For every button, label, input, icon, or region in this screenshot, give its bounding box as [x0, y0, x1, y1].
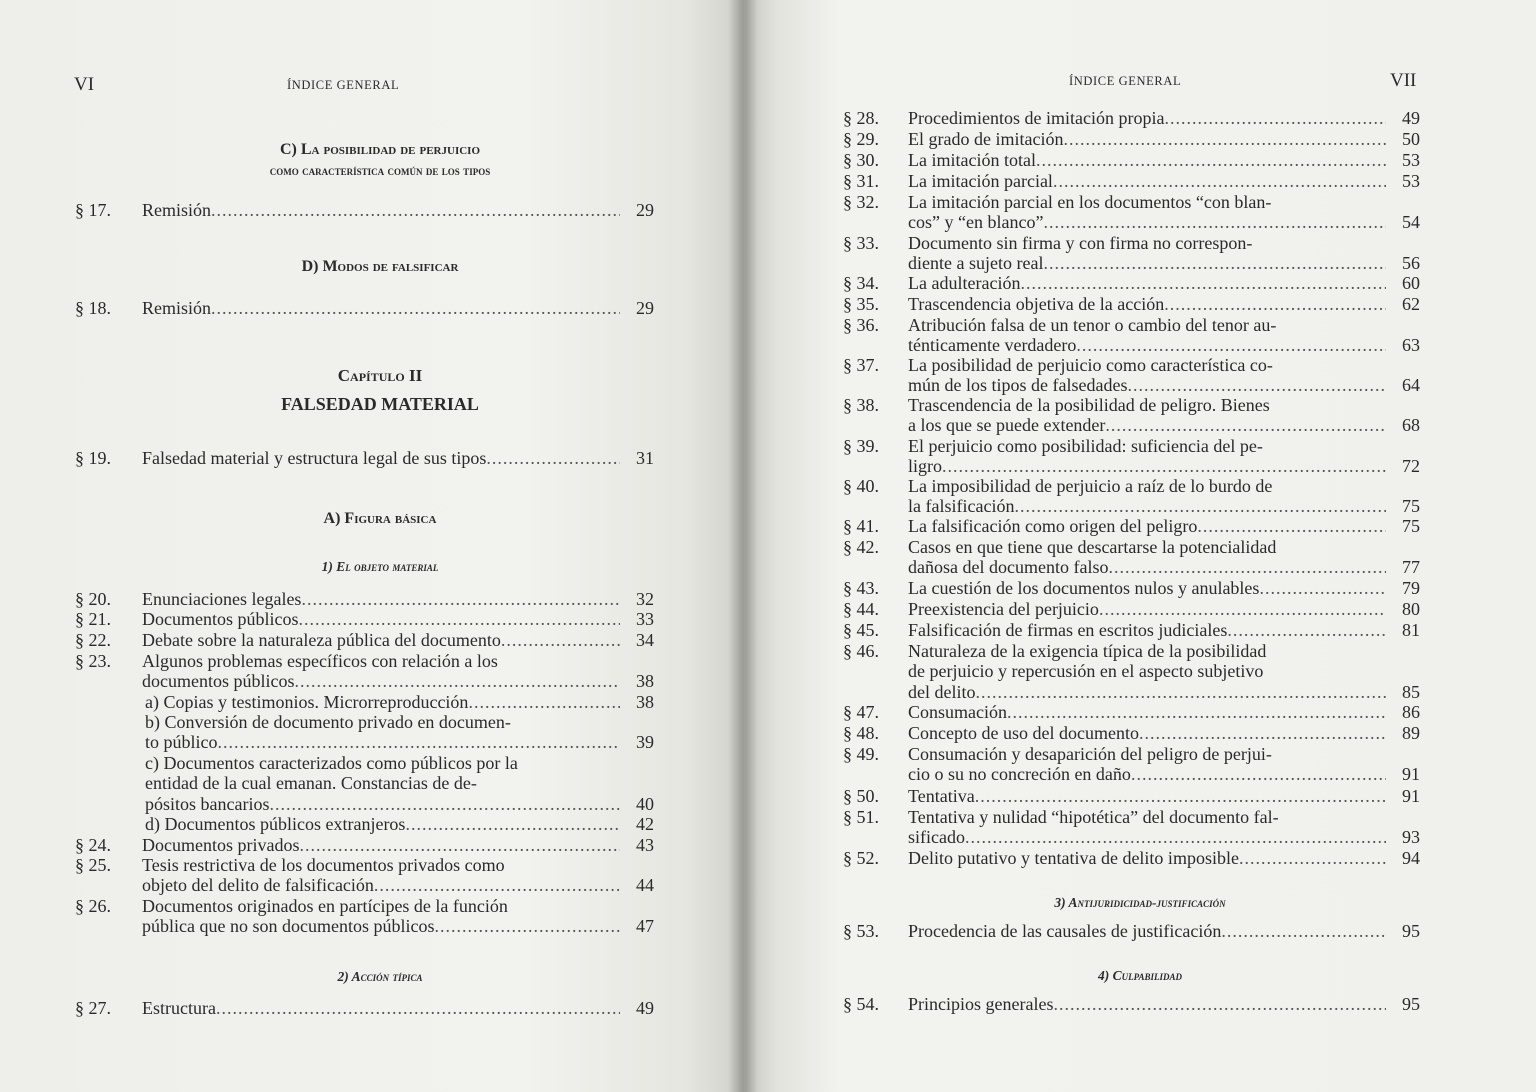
section-number: § 35. — [843, 294, 879, 314]
toc-entry — [75, 692, 654, 712]
toc-entry — [75, 630, 654, 650]
entry-title: a) Copias y testimonios. Microrreproducción — [145, 692, 469, 712]
page-ref: 44 — [636, 875, 654, 896]
toc-entry — [75, 855, 654, 896]
section-number: § 47. — [843, 702, 879, 722]
section-number: § 28. — [843, 108, 879, 128]
page-ref: 75 — [1402, 516, 1420, 536]
dot-leader — [1020, 273, 1386, 293]
dot-leader — [1164, 294, 1386, 314]
toc-entry — [843, 395, 1420, 436]
entry-title: mún de los tipos de falsedades — [908, 375, 1128, 396]
subsection-1-heading: 1) El objeto material — [321, 559, 439, 574]
section-number: § 19. — [75, 448, 111, 468]
entry-title: Procedencia de las causales de justificación — [908, 921, 1222, 941]
page-ref: 29 — [636, 200, 654, 220]
section-number: § 53. — [843, 921, 879, 941]
section-number: § 25. — [75, 855, 111, 875]
entry-title-line: Documento sin firma y con firma no correspon- — [908, 233, 1253, 253]
section-number: § 33. — [843, 233, 879, 253]
dot-leader — [1105, 415, 1386, 435]
page-ref: 33 — [636, 609, 654, 629]
entry-title: Falsificación de firmas en escritos judiciales — [908, 620, 1228, 640]
entry-title-line: Tentativa y nulidad “hipotética” del documento fal- — [908, 807, 1279, 827]
dot-leader — [1043, 253, 1386, 273]
section-number: § 44. — [843, 599, 879, 619]
section-number: § 27. — [75, 998, 111, 1018]
section-number: § 51. — [843, 807, 879, 827]
toc-entry — [843, 315, 1420, 356]
entry-title: Enunciaciones legales — [142, 589, 302, 609]
dot-leader — [1221, 921, 1386, 941]
page-ref: 49 — [1402, 108, 1420, 128]
left-page-number: VI — [74, 74, 95, 95]
section-number: § 32. — [843, 192, 879, 212]
entry-title-line: de perjuicio y repercusión en el aspecto subjetivo — [908, 661, 1264, 682]
page-ref: 64 — [1402, 375, 1420, 396]
dot-leader — [1014, 496, 1386, 516]
section-number: § 40. — [843, 476, 879, 496]
page-ref: 75 — [1402, 496, 1420, 517]
toc-entry — [75, 609, 654, 629]
dot-leader — [1127, 375, 1386, 395]
section-number: § 21. — [75, 609, 111, 629]
page-ref: 54 — [1402, 212, 1420, 233]
section-number: § 31. — [843, 171, 879, 191]
page-ref: 47 — [636, 916, 654, 937]
toc-entry — [843, 620, 1420, 640]
page-ref: 72 — [1402, 456, 1420, 477]
entry-title: Preexistencia del perjuicio — [908, 599, 1099, 619]
section-number: § 26. — [75, 896, 111, 916]
entry-title-line: Documentos originados en partícipes de la función — [142, 896, 508, 916]
dot-leader — [1139, 723, 1386, 743]
section-number: § 34. — [843, 273, 879, 293]
toc-entry — [75, 589, 654, 609]
dot-leader — [211, 298, 620, 318]
right-page-number: VII — [1390, 70, 1417, 91]
entry-title: objeto del delito de falsificación — [142, 875, 374, 896]
toc-entry — [843, 355, 1420, 396]
dot-leader — [211, 200, 620, 220]
entry-title-line: Atribución falsa de un tenor o cambio del tenor au- — [908, 315, 1277, 335]
section-number: § 23. — [75, 651, 111, 671]
toc-entry — [75, 298, 654, 318]
page-ref: 38 — [636, 671, 654, 692]
entry-title: sificado — [908, 827, 965, 848]
entry-title-line: Algunos problemas específicos con relación a los — [142, 651, 498, 671]
toc-entry — [75, 200, 654, 220]
page-ref: 53 — [1402, 171, 1420, 191]
section-number: § 18. — [75, 298, 111, 318]
section-number: § 22. — [75, 630, 111, 650]
entry-title: diente a sujeto real — [908, 253, 1044, 274]
subsection-3-heading: 3) Antijuridicidad-justificación — [1054, 895, 1226, 910]
dot-leader — [468, 692, 620, 712]
toc-entry — [843, 436, 1420, 477]
section-number: § 45. — [843, 620, 879, 640]
entry-title: ténticamente verdadero — [908, 335, 1077, 356]
entry-title: ligro — [908, 456, 942, 477]
section-number: § 42. — [843, 537, 879, 557]
dot-leader — [1063, 129, 1386, 149]
section-d-heading: D) Modos de falsificar — [301, 258, 459, 275]
entry-title: Concepto de uso del documento — [908, 723, 1139, 743]
page-ref: 34 — [636, 630, 654, 650]
entry-title: El grado de imitación — [908, 129, 1064, 149]
entry-title: La imitación parcial — [908, 171, 1053, 191]
section-number: § 54. — [843, 994, 879, 1014]
toc-entry — [75, 753, 654, 814]
right-running-head: ÍNDICE GENERAL — [1069, 74, 1182, 88]
page-ref: 56 — [1402, 253, 1420, 274]
entry-title-line: Tesis restrictiva de los documentos privados como — [142, 855, 505, 875]
entry-title: to público — [145, 732, 218, 753]
entry-title: la falsificación — [908, 496, 1015, 517]
entry-title: cio o su no concreción en daño — [908, 764, 1131, 785]
page-ref: 42 — [636, 814, 654, 834]
page-ref: 85 — [1402, 681, 1420, 702]
dot-leader — [942, 456, 1386, 476]
page-ref: 39 — [636, 732, 654, 753]
section-number: § 43. — [843, 578, 879, 598]
section-number: § 37. — [843, 355, 879, 375]
entry-title-line: El perjuicio como posibilidad: suficiencia del pe- — [908, 436, 1263, 456]
entry-title: cos” y “en blanco” — [908, 212, 1044, 233]
page-ref: 86 — [1402, 702, 1420, 722]
entry-title: pósitos bancarios — [145, 793, 270, 814]
entry-title-line: Naturaleza de la exigencia típica de la posibilidad — [908, 641, 1267, 661]
dot-leader — [1164, 108, 1386, 128]
section-number: § 50. — [843, 786, 879, 806]
toc-entry — [843, 807, 1420, 848]
page-ref: 60 — [1402, 273, 1420, 293]
section-number: § 49. — [843, 744, 879, 764]
dot-leader — [975, 682, 1386, 702]
page-ref: 50 — [1402, 129, 1420, 149]
entry-title: d) Documentos públicos extranjeros — [145, 814, 406, 834]
entry-title: del delito — [908, 681, 976, 702]
section-number: § 30. — [843, 150, 879, 170]
toc-entry — [843, 641, 1420, 702]
dot-leader — [1197, 516, 1386, 536]
entry-title: Remisión — [142, 200, 212, 220]
dot-leader — [1259, 578, 1386, 598]
page-ref: 31 — [636, 448, 654, 468]
entry-title: Consumación — [908, 702, 1007, 722]
page-ref: 77 — [1402, 557, 1420, 578]
page-ref: 29 — [636, 298, 654, 318]
section-number: § 48. — [843, 723, 879, 743]
dot-leader — [1227, 620, 1386, 640]
page-ref: 91 — [1402, 786, 1420, 806]
entry-title: documentos públicos — [142, 671, 295, 692]
entry-title-line: Consumación y desaparición del peligro de perjui- — [908, 744, 1272, 764]
toc-entry — [75, 448, 654, 468]
toc-entry — [75, 896, 654, 937]
dot-leader — [1043, 212, 1386, 232]
subsection-4-heading: 4) Culpabilidad — [1098, 968, 1182, 983]
entry-title-line: b) Conversión de documento privado en documen- — [145, 712, 511, 732]
dot-leader — [218, 732, 621, 752]
toc-entry — [843, 537, 1420, 578]
section-number: § 46. — [843, 641, 879, 661]
chapter-number: Capítulo II — [337, 366, 423, 385]
dot-leader — [1131, 764, 1386, 784]
toc-entry — [75, 835, 654, 855]
dot-leader — [975, 786, 1386, 806]
toc-entry — [843, 702, 1420, 722]
page-ref: 95 — [1402, 921, 1420, 941]
dot-leader — [486, 448, 620, 468]
section-a-heading: A) Figura básica — [323, 510, 437, 527]
toc-entry — [843, 599, 1420, 619]
toc-entry — [843, 516, 1420, 536]
section-number: § 29. — [843, 129, 879, 149]
entry-title: Trascendencia objetiva de la acción — [908, 294, 1165, 314]
subsection-2-heading: 2) Acción típica — [337, 969, 423, 984]
toc-entry — [75, 998, 654, 1018]
entry-title-line: La posibilidad de perjuicio como característica co- — [908, 355, 1273, 375]
toc-entry — [843, 921, 1420, 941]
dot-leader — [216, 998, 620, 1018]
page-ref: 95 — [1402, 994, 1420, 1014]
chapter-title: FALSEDAD MATERIAL — [281, 394, 479, 414]
entry-title: Estructura — [142, 998, 216, 1018]
toc-entry — [843, 578, 1420, 598]
page-ref: 40 — [636, 793, 654, 814]
toc-entry — [843, 150, 1420, 170]
entry-title-line: entidad de la cual emanan. Constancias de de- — [145, 773, 477, 794]
section-number: § 52. — [843, 848, 879, 868]
page-ref: 68 — [1402, 415, 1420, 436]
entry-title-line: La imposibilidad de perjuicio a raíz de lo burdo de — [908, 476, 1273, 496]
toc-entry — [843, 723, 1420, 743]
entry-title: La imitación total — [908, 150, 1036, 170]
toc-entry — [75, 814, 654, 834]
toc-entry — [843, 994, 1420, 1014]
dot-leader — [269, 794, 620, 814]
entry-title: Principios generales — [908, 994, 1054, 1014]
dot-leader — [374, 875, 620, 895]
toc-entry — [843, 273, 1420, 293]
book-gutter — [728, 0, 758, 1092]
toc-entry — [843, 848, 1420, 868]
section-number: § 41. — [843, 516, 879, 536]
dot-leader — [1108, 557, 1386, 577]
entry-title: La cuestión de los documentos nulos y anulables — [908, 578, 1260, 598]
dot-leader — [1036, 150, 1386, 170]
entry-title: Documentos privados — [142, 835, 300, 855]
left-running-head: ÍNDICE GENERAL — [287, 78, 400, 92]
page-ref: 32 — [636, 589, 654, 609]
section-number: § 36. — [843, 315, 879, 335]
entry-title: a los que se puede extender — [908, 415, 1106, 436]
entry-title: Delito putativo y tentativa de delito imposible — [908, 848, 1239, 868]
section-number: § 17. — [75, 200, 111, 220]
toc-entry — [843, 171, 1420, 191]
toc-entry — [843, 294, 1420, 314]
toc-entry — [843, 233, 1420, 274]
entry-title: Debate sobre la naturaleza pública del documento — [142, 630, 501, 650]
section-number: § 24. — [75, 835, 111, 855]
dot-leader — [1099, 599, 1386, 619]
dot-leader — [294, 671, 620, 691]
toc-entry — [843, 129, 1420, 149]
dot-leader — [965, 827, 1386, 847]
page-ref: 81 — [1402, 620, 1420, 640]
section-number: § 39. — [843, 436, 879, 456]
page-ref: 94 — [1402, 848, 1420, 868]
entry-title: Remisión — [142, 298, 212, 318]
dot-leader — [434, 916, 620, 936]
page-ref: 93 — [1402, 827, 1420, 848]
section-number: § 20. — [75, 589, 111, 609]
entry-title-line: La imitación parcial en los documentos “con blan- — [908, 192, 1272, 212]
dot-leader — [298, 609, 620, 629]
entry-title: dañosa del documento falso — [908, 557, 1109, 578]
entry-title: La falsificación como origen del peligro — [908, 516, 1198, 536]
entry-title: Procedimientos de imitación propia — [908, 108, 1165, 128]
page-ref: 43 — [636, 835, 654, 855]
toc-entry — [843, 108, 1420, 128]
dot-leader — [501, 630, 620, 650]
page-ref: 63 — [1402, 335, 1420, 356]
page-ref: 62 — [1402, 294, 1420, 314]
section-c-heading: C) La posibilidad de perjuicio como característica común de los tipos — [269, 141, 491, 178]
page-ref: 38 — [636, 692, 654, 712]
page-ref: 49 — [636, 998, 654, 1018]
entry-title: La adulteración — [908, 273, 1021, 293]
entry-title: Tentativa — [908, 786, 975, 806]
page-ref: 79 — [1402, 578, 1420, 598]
toc-entry — [75, 712, 654, 753]
entry-title-line: Trascendencia de la posibilidad de peligro. Bienes — [908, 395, 1270, 415]
page-ref: 89 — [1402, 723, 1420, 743]
dot-leader — [1239, 848, 1386, 868]
dot-leader — [301, 589, 620, 609]
page-ref: 91 — [1402, 764, 1420, 785]
dot-leader — [1053, 994, 1386, 1014]
dot-leader — [1007, 702, 1386, 722]
dot-leader — [1076, 335, 1386, 355]
dot-leader — [405, 814, 620, 834]
entry-title: Documentos públicos — [142, 609, 299, 629]
dot-leader — [299, 835, 620, 855]
toc-entry — [843, 786, 1420, 806]
entry-title: Falsedad material y estructura legal de sus tipos — [142, 448, 487, 468]
entry-title-line: c) Documentos caracterizados como públicos por la — [145, 753, 518, 773]
toc-entry — [75, 651, 654, 692]
toc-entry — [843, 192, 1420, 233]
toc-entry — [843, 744, 1420, 785]
page-ref: 80 — [1402, 599, 1420, 619]
page-ref: 53 — [1402, 150, 1420, 170]
dot-leader — [1053, 171, 1386, 191]
entry-title: pública que no son documentos públicos — [142, 916, 435, 937]
toc-entry — [843, 476, 1420, 517]
section-number: § 38. — [843, 395, 879, 415]
entry-title-line: Casos en que tiene que descartarse la potencialidad — [908, 537, 1277, 557]
